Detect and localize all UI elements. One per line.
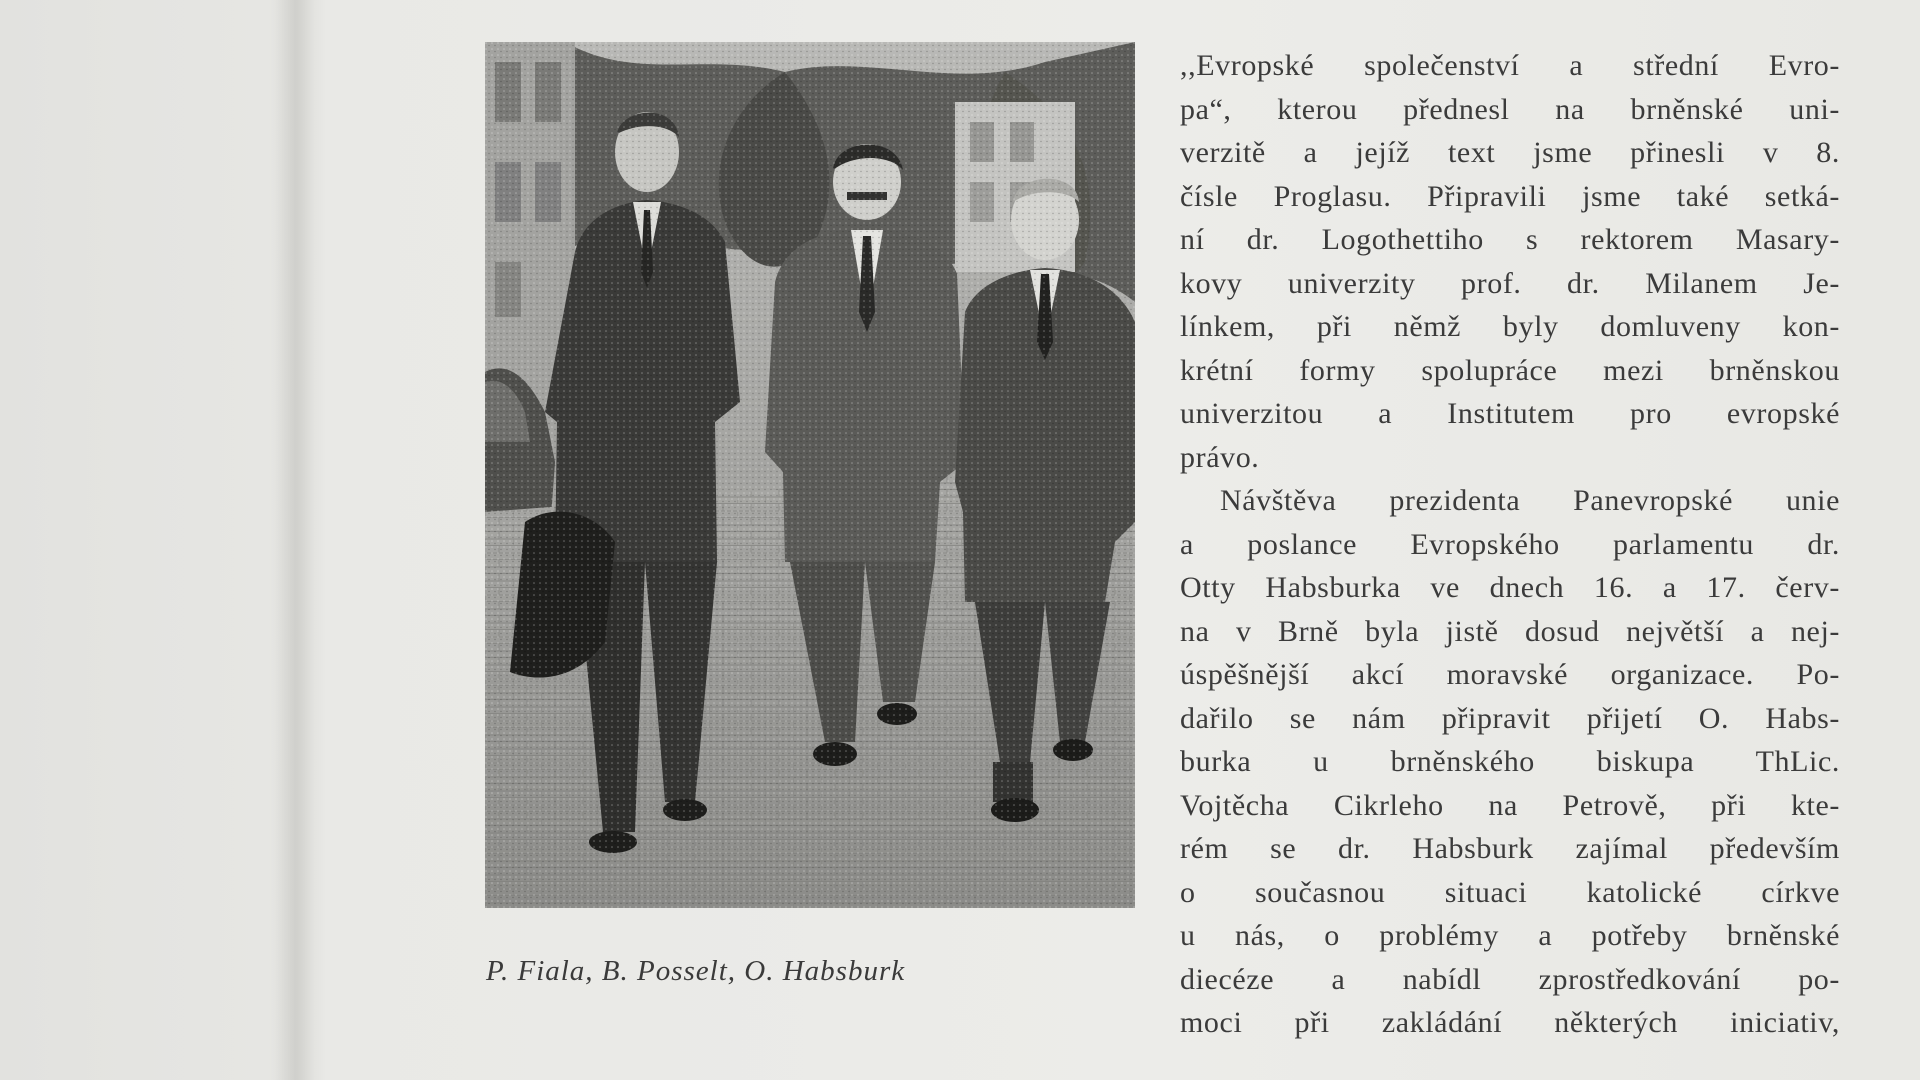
article-line: o současnou situaci katolické církve bbox=[1180, 875, 1840, 909]
page-fold-shadow bbox=[275, 0, 315, 1080]
article-line: univerzitou a Institutem pro evropské bbox=[1180, 397, 1840, 430]
article-line: verzitě a jejíž text jsme přinesli v 8. bbox=[1180, 136, 1840, 169]
article-line: u nás, o problémy a potřeby brněnské bbox=[1180, 919, 1840, 952]
article-line: úspěšnější akcí moravské organizace. Po- bbox=[1180, 658, 1840, 691]
article-line: dařilo se nám připravit přijetí O. Habs- bbox=[1180, 701, 1840, 735]
article-line: kovy univerzity prof. dr. Milanem Je- bbox=[1180, 266, 1840, 300]
article-line: na v Brně byla jistě dosud největší a nej- bbox=[1180, 614, 1840, 648]
article-line: moci při zakládání některých iniciativ, bbox=[1180, 1006, 1840, 1039]
article-line: pa“, kterou přednesl na brněnské uni- bbox=[1180, 92, 1840, 126]
article-line: a poslance Evropského parlamentu dr. bbox=[1180, 527, 1840, 561]
article-line: Otty Habsburka ve dnech 16. a 17. červ- bbox=[1180, 571, 1840, 604]
article-line: rém se dr. Habsburk zajímal především bbox=[1180, 832, 1840, 865]
article-line: línkem, při němž byly domluveny kon- bbox=[1180, 310, 1840, 343]
article-line: čísle Proglasu. Připravili jsme také setká- bbox=[1180, 179, 1840, 213]
article-line: Vojtěcha Cikrleho na Petrově, při kte- bbox=[1180, 788, 1840, 822]
article-line: ní dr. Logothettiho s rektorem Masary- bbox=[1180, 223, 1840, 256]
article-line: burka u brněnského biskupa ThLic. bbox=[1180, 745, 1840, 778]
black-and-white-photo bbox=[485, 42, 1135, 908]
article-line: krétní formy spolupráce mezi brněnskou bbox=[1180, 353, 1840, 387]
article-text-column bbox=[1180, 44, 1840, 1045]
photo-illustration bbox=[485, 42, 1135, 908]
article-line: Návštěva prezidenta Panevropské unie bbox=[1220, 484, 1840, 517]
article-line: ,,Evropské společenství a střední Evro- bbox=[1180, 49, 1840, 82]
article-line: diecéze a nabídl zprostředkování po- bbox=[1180, 962, 1840, 996]
photo-caption: P. Fiala, B. Posselt, O. Habsburk bbox=[486, 955, 906, 987]
article-line: právo. bbox=[1180, 440, 1260, 474]
